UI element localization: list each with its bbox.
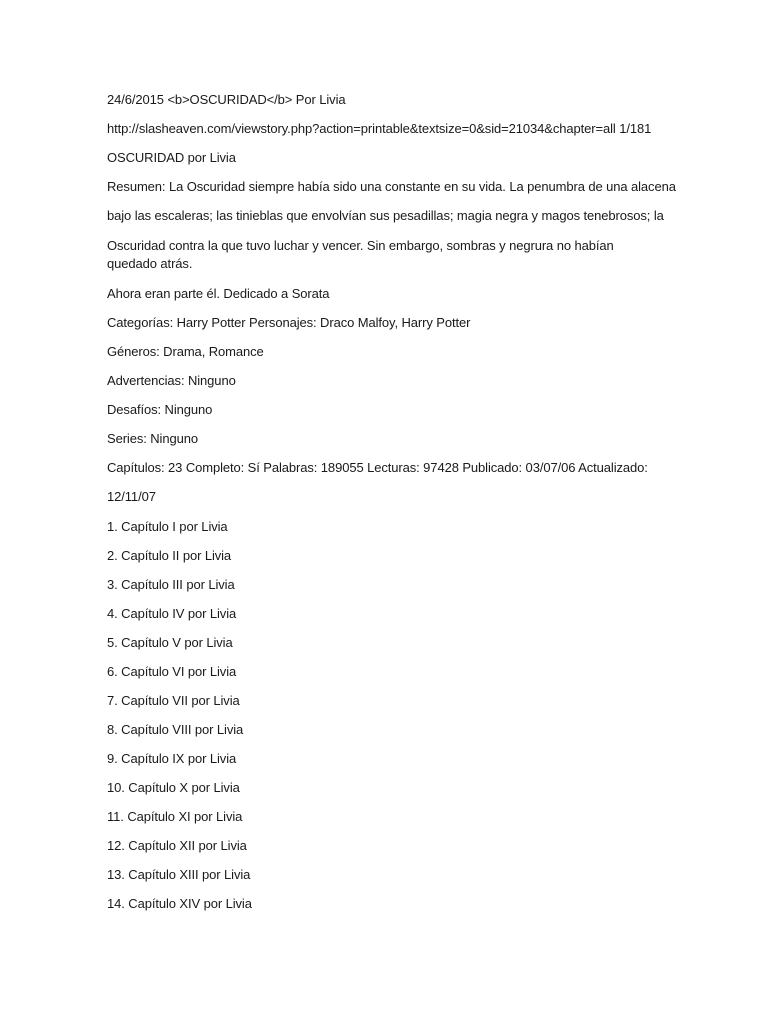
chapter-list-item[interactable]: 12. Capítulo XII por Livia xyxy=(107,838,247,853)
chapter-list-item[interactable]: 2. Capítulo II por Livia xyxy=(107,548,232,563)
chapter-list-item[interactable]: 7. Capítulo VII por Livia xyxy=(107,693,240,708)
chapter-list-item[interactable]: 3. Capítulo III por Livia xyxy=(107,577,235,592)
chapter-list-item[interactable]: 8. Capítulo VIII por Livia xyxy=(107,722,244,737)
stats-line-2: 12/11/07 xyxy=(107,489,156,504)
chapter-list-item[interactable]: 1. Capítulo I por Livia xyxy=(107,519,228,534)
source-url[interactable]: http://slasheaven.com/viewstory.php?action=printable&textsize=0&sid=21034&chapter=all 1/181 xyxy=(107,121,652,136)
series-line: Series: Ninguno xyxy=(107,431,198,446)
stats-line-1: Capítulos: 23 Completo: Sí Palabras: 189055 Lecturas: 97428 Publicado: 03/07/06 Actualizado: xyxy=(107,460,648,475)
genres-line: Géneros: Drama, Romance xyxy=(107,344,264,359)
summary-line-4: Ahora eran parte él. Dedicado a Sorata xyxy=(107,286,330,301)
chapter-list-item[interactable]: 5. Capítulo V por Livia xyxy=(107,635,233,650)
chapter-list-item[interactable]: 10. Capítulo X por Livia xyxy=(107,780,240,795)
summary-line-3: Oscuridad contra la que tuvo luchar y vencer. Sin embargo, sombras y negrura no habían quedado atrás. xyxy=(107,238,614,271)
summary-line-1: Resumen: La Oscuridad siempre había sido una constante en su vida. La penumbra de una alacena xyxy=(107,179,676,194)
chapter-list-item[interactable]: 6. Capítulo VI por Livia xyxy=(107,664,237,679)
challenges-line: Desafíos: Ninguno xyxy=(107,402,213,417)
chapter-list-item[interactable]: 9. Capítulo IX por Livia xyxy=(107,751,237,766)
chapter-list-item[interactable]: 11. Capítulo XI por Livia xyxy=(107,809,243,824)
print-header: 24/6/2015 <b>OSCURIDAD</b> Por Livia xyxy=(107,92,346,107)
chapter-list-item[interactable]: 14. Capítulo XIV por Livia xyxy=(107,896,252,911)
chapter-list-item[interactable]: 13. Capítulo XIII por Livia xyxy=(107,867,251,882)
story-title: OSCURIDAD por Livia xyxy=(107,150,236,165)
chapter-list-item[interactable]: 4. Capítulo IV por Livia xyxy=(107,606,237,621)
warnings-line: Advertencias: Ninguno xyxy=(107,373,236,388)
summary-line-2: bajo las escaleras; las tinieblas que envolvían sus pesadillas; magia negra y magos tenebrosos; la xyxy=(107,208,664,223)
categories-line: Categorías: Harry Potter Personajes: Draco Malfoy, Harry Potter xyxy=(107,315,471,330)
